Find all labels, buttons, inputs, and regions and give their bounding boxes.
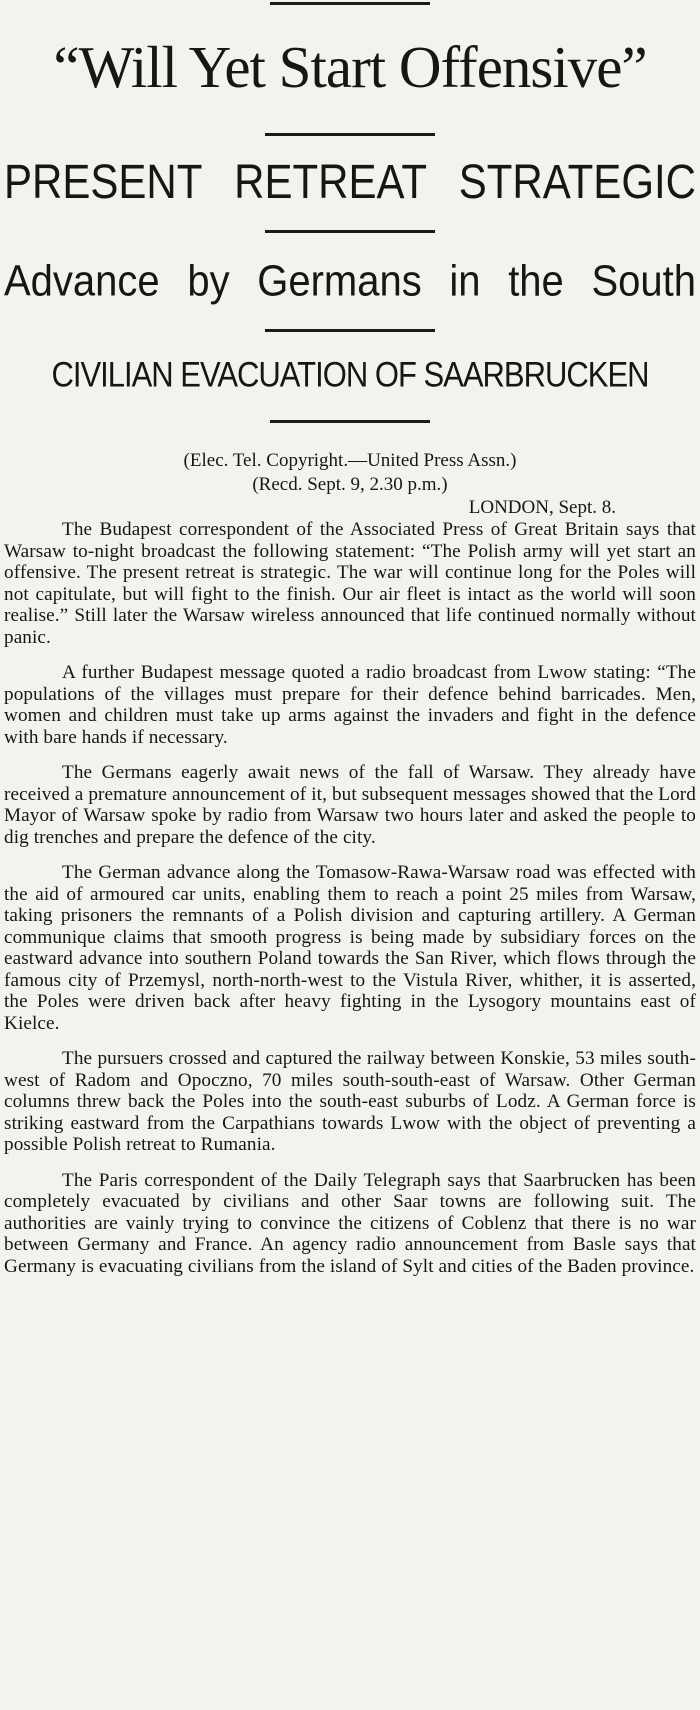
headline-word: South	[591, 256, 696, 306]
article-paragraph: The Budapest correspondent of the Associated Press of Great Britain says that Warsaw to-night broadcast the following statement: “The Polish army will yet start an offensive. The present retreat is strategic. The war will continue long for the Poles will not capitulate, but will fight to the finish. Our air fleet is intact as the world will soon realise.” Still later the Warsaw wireless announced that life continued normally without panic.	[4, 519, 696, 648]
divider-rule	[265, 230, 435, 233]
dateline: LONDON, Sept. 8.	[468, 497, 616, 518]
headline-word: STRATEGIC	[458, 154, 696, 209]
article-paragraph: The Paris correspondent of the Daily Telegraph says that Saarbrucken has been completely evacuated by civilians and other Saar towns are following suit. The authorities are vainly trying to convince the citizens of Coblenz that there is no war between Germany and France. An agency radio announcement from Basle says that Germany is evacuating civilians from the island of Sylt and cities of the Baden province.	[4, 1169, 696, 1277]
copyright-credit: (Elec. Tel. Copyright.—United Press Assn.)	[183, 450, 517, 471]
article-paragraph: A further Budapest message quoted a radio broadcast from Lwow stating: “The populations of the villages must prepare for their defence behind barricades. Men, women and children must take up arms against the invaders and fight in the defence with bare hands if necessary.	[4, 662, 696, 748]
headline-word: PRESENT	[4, 154, 203, 209]
headline-word: Germans	[257, 256, 422, 306]
headline-civilian-evacuation: CIVILIAN EVACUATION OF SAARBRUCKEN	[51, 354, 649, 395]
headline-advance-by-germans	[4, 252, 696, 309]
divider-rule	[265, 329, 435, 332]
headline-word: in	[449, 256, 481, 306]
received-credit: (Recd. Sept. 9, 2.30 p.m.)	[252, 474, 448, 495]
article-paragraph: The Germans eagerly await news of the fall of Warsaw. They already have received a premature announcement of it, but subsequent messages showed that the Lord Mayor of Warsaw spoke by radio from Warsaw two hours later and asked the people to dig trenches and prepare the defence of the city.	[4, 762, 696, 848]
headline-main: “Will Yet Start Offensive”	[53, 34, 647, 100]
headline-word: Advance	[4, 256, 160, 306]
headline-present-retreat-strategic	[4, 152, 696, 212]
divider-rule	[270, 420, 430, 423]
article-paragraph: The German advance along the Tomasow-Rawa-Warsaw road was effected with the aid of armoured car units, enabling them to reach a point 25 miles from Warsaw, taking prisoners the remnants of a Polish division and capturing artillery. A German communique claims that smooth progress is being made by subsidiary forces on the eastward advance into southern Poland towards the San River, which flows through the famous city of Przemysl, north-north-west to the Vistula River, whither, it is asserted, the Poles were driven back after heavy fighting in the Lysogory mountains east of Kielce.	[4, 862, 696, 1034]
headline-word: RETREAT	[234, 154, 428, 209]
article-paragraph: The pursuers crossed and captured the railway between Konskie, 53 miles south-west of Radom and Opoczno, 70 miles south-south-east of Warsaw. Other German columns threw back the Poles into the south-east suburbs of Lodz. A German force is striking eastward from the Carpathians towards Lwow with the object of preventing a possible Polish retreat to Rumania.	[4, 1048, 696, 1155]
headline-word: by	[187, 256, 230, 306]
divider-rule	[265, 133, 435, 136]
headline-word: the	[508, 256, 564, 306]
article-body	[4, 519, 696, 1277]
divider-rule	[270, 2, 430, 5]
